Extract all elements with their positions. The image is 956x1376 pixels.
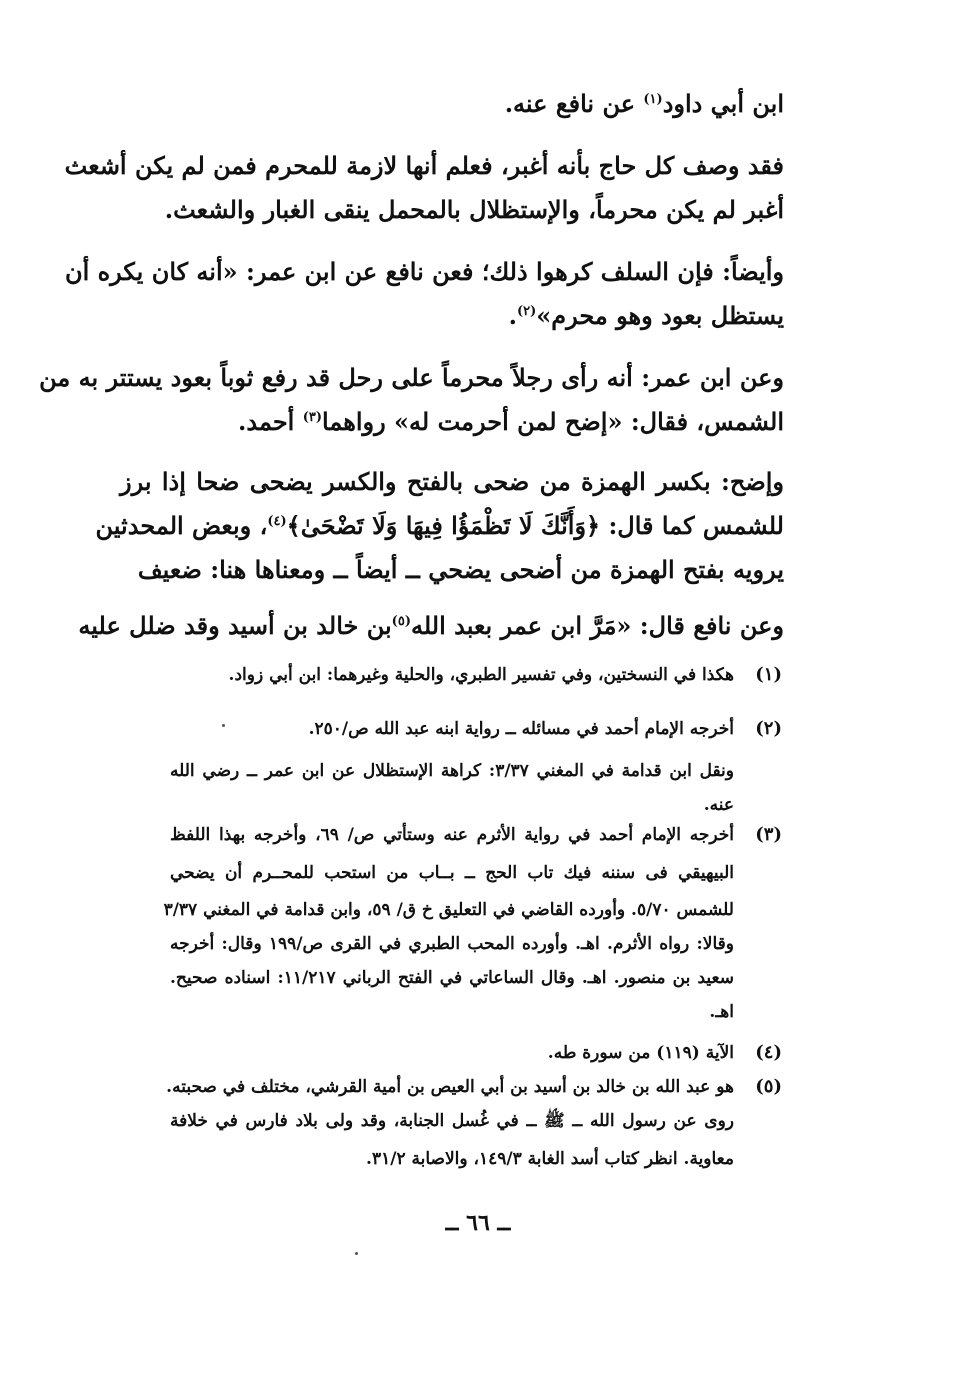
body-line: وأيضاً: فإن السلف كرهوا ذلك؛ فعن نافع عن ابن عمر: «أنه كان يكره أن: [64, 257, 784, 286]
body-text: الشمس، فقال: «إضح لمن أحرمت له» رواهما: [322, 407, 784, 436]
footnote-line: الآية (١١٩) من سورة طه.: [547, 1043, 734, 1063]
body-text: أحمد.: [238, 407, 303, 436]
body-line: يرويه بفتح الهمزة من أضحى يضحي ــ أيضاً ــ ومعناها هنا: ضعيف: [137, 555, 784, 584]
footnote-line: البيهيقي فى سننه فيك تاب الحج ــ بــاب من استحب للمحــرم أن يضحي: [170, 863, 734, 883]
footnote-number: (٥): [755, 1076, 782, 1097]
footnote-ref: (١): [643, 92, 663, 107]
footnote-line: أخرجه الإمام أحمد في رواية الأثرم عنه وستأتي ص/ ٦٩، وأخرجه بهذا اللفظ: [170, 825, 734, 845]
footnote-line: أخرجه الإمام أحمد في مسائله ــ رواية ابنه عبد الله ص/٢٥٠.: [308, 719, 734, 739]
footnote-number: (١): [755, 664, 782, 685]
footnote-number: (٣): [755, 824, 782, 845]
body-text: عن نافع عنه.: [504, 89, 644, 118]
body-text: بن خالد بن أسيد وقد ضلل عليه: [78, 611, 392, 640]
body-line: أغبر لم يكن محرماً، والإستظلال بالمحمل ينقى الغبار والشعث.: [164, 195, 784, 224]
page-number: ــ ٦٦ ــ: [445, 1210, 511, 1236]
footnote-line: للشمس ٥/٧٠. وأورده القاضي في التعليق خ ق/ ٥٩، وابن قدامة في المغني ٣/٣٧: [163, 900, 734, 920]
footnote-line: هو عبد الله بن خالد بن أسيد بن أبي العيص بن أمية القرشي، مختلف في صحبته.: [166, 1077, 734, 1097]
footnote-line: ونقل ابن قدامة في المغني ٣/٣٧: كراهة الإستظلال عن ابن عمر ــ رضي الله: [170, 761, 734, 781]
body-text: ، وبعض المحدثين: [95, 511, 268, 540]
body-line: [95, 508, 784, 544]
footnote-line: هكذا في النسختين، وفي تفسير الطبري، والحلية وغيرهما: ابن أبي زواد.: [228, 665, 734, 685]
footnote-line: عنه.: [703, 795, 734, 815]
quran-verse: للشمس كما قال: ﴿وَأَنَّكَ لَا تَظْمَؤُا فِيهَا وَلَا تَضْحَىٰ﴾: [286, 511, 784, 540]
footnote-ref: (٢): [517, 304, 537, 319]
scan-speck: [222, 724, 225, 727]
footnote-number: (٢): [755, 718, 782, 739]
body-line: [120, 298, 784, 334]
footnote-ref: (٤): [267, 514, 287, 529]
body-line: وإضح: بكسر الهمزة من ضحى بالفتح والكسر يضحى ضحا إذا برز: [120, 467, 784, 496]
body-line: فقد وصف كل حاج بأنه أغبر، فعلم أنها لازمة للمحرم فمن لم يكن أشعث: [64, 151, 784, 180]
footnote-line: سعيد بن منصور. اهـ. وقال الساعاتي في الفتح الرباني ١١/٢١٧: اسناده صحيح.: [170, 968, 734, 988]
footnote-number: (٤): [755, 1042, 782, 1063]
footnote-line: معاوية. انظر كتاب أسد الغابة ١٤٩/٣، والاصابة ٣١/٢.: [366, 1149, 734, 1169]
footnote-line: وقالا: رواه الأثرم. اهـ. وأورده المحب الطبري في القرى ص/١٩٩ وقال: أخرجه: [170, 934, 734, 954]
footnote-ref: (٣): [302, 410, 322, 425]
scan-speck: [355, 1252, 358, 1255]
body-line: وعن ابن عمر: أنه رأى رجلاً محرماً على رحل قد رفع ثوباً بعود يستتر به من: [39, 363, 784, 392]
body-text: ابن أبي داود: [662, 89, 784, 118]
body-text: وعن نافع قال: «مَرَّ ابن عمر بعبد الله: [410, 611, 784, 640]
body-line: [78, 608, 784, 644]
body-line: [120, 86, 784, 122]
body-text: .: [508, 301, 517, 330]
footnote-line: روى عن رسول الله ــ ﷺ ــ في غُسل الجنابة، وقد ولى بلاد فارس في خلافة: [170, 1111, 734, 1131]
body-line: [120, 404, 784, 440]
footnote-line: اهـ.: [709, 1002, 734, 1022]
footnote-ref: (٥): [391, 614, 411, 629]
body-text: يستظل بعود وهو محرم»: [536, 301, 784, 330]
